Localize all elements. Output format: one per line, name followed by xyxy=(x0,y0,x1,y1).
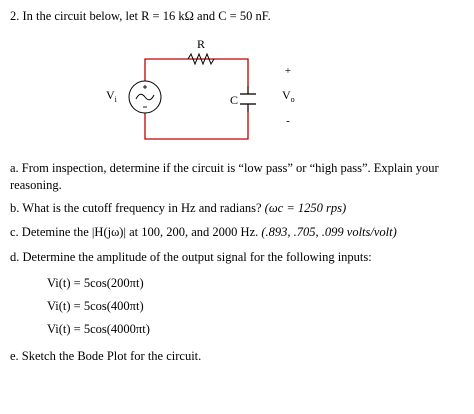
question-a: a. From inspection, determine if the circuit is “low pass” or “high pass”. Explain your reasoning. xyxy=(10,161,439,192)
question-b xyxy=(10,201,346,216)
top-wire xyxy=(145,59,248,94)
question-b-text: b. What is the cutoff frequency in Hz and radians? xyxy=(10,201,262,215)
question-b-answer: (ωc = 1250 rps) xyxy=(264,201,347,215)
question-e: e. Sketch the Bode Plot for the circuit. xyxy=(10,349,202,363)
output-minus: - xyxy=(286,115,290,127)
resistor-label: R xyxy=(196,37,206,51)
question-c-text: c. Detemine the |H(jω)| at 100, 200, and 2000 Hz. xyxy=(10,225,259,239)
output-label: $V_o$ xyxy=(282,88,295,104)
rc-circuit-diagram xyxy=(0,0,474,160)
output-plus: + xyxy=(284,65,292,77)
input-signal-1: Vi(t) = 5cos(200πt) xyxy=(47,276,144,290)
input-signal-2: Vi(t) = 5cos(400πt) xyxy=(47,299,144,313)
capacitor-label: C xyxy=(230,93,239,107)
question-c xyxy=(10,225,397,240)
bottom-wire xyxy=(145,104,248,139)
question-d: d. Determine the amplitude of the output signal for the following inputs: xyxy=(10,250,372,264)
input-signal-3: Vi(t) = 5cos(4000πt) xyxy=(47,322,150,336)
problem-statement: 2. In the circuit below, let R = 16 kΩ and C = 50 nF. xyxy=(10,9,271,23)
source-label: $V_i$ xyxy=(106,88,117,104)
question-c-answer: (.893, .705, .099 volts/volt) xyxy=(261,225,397,239)
